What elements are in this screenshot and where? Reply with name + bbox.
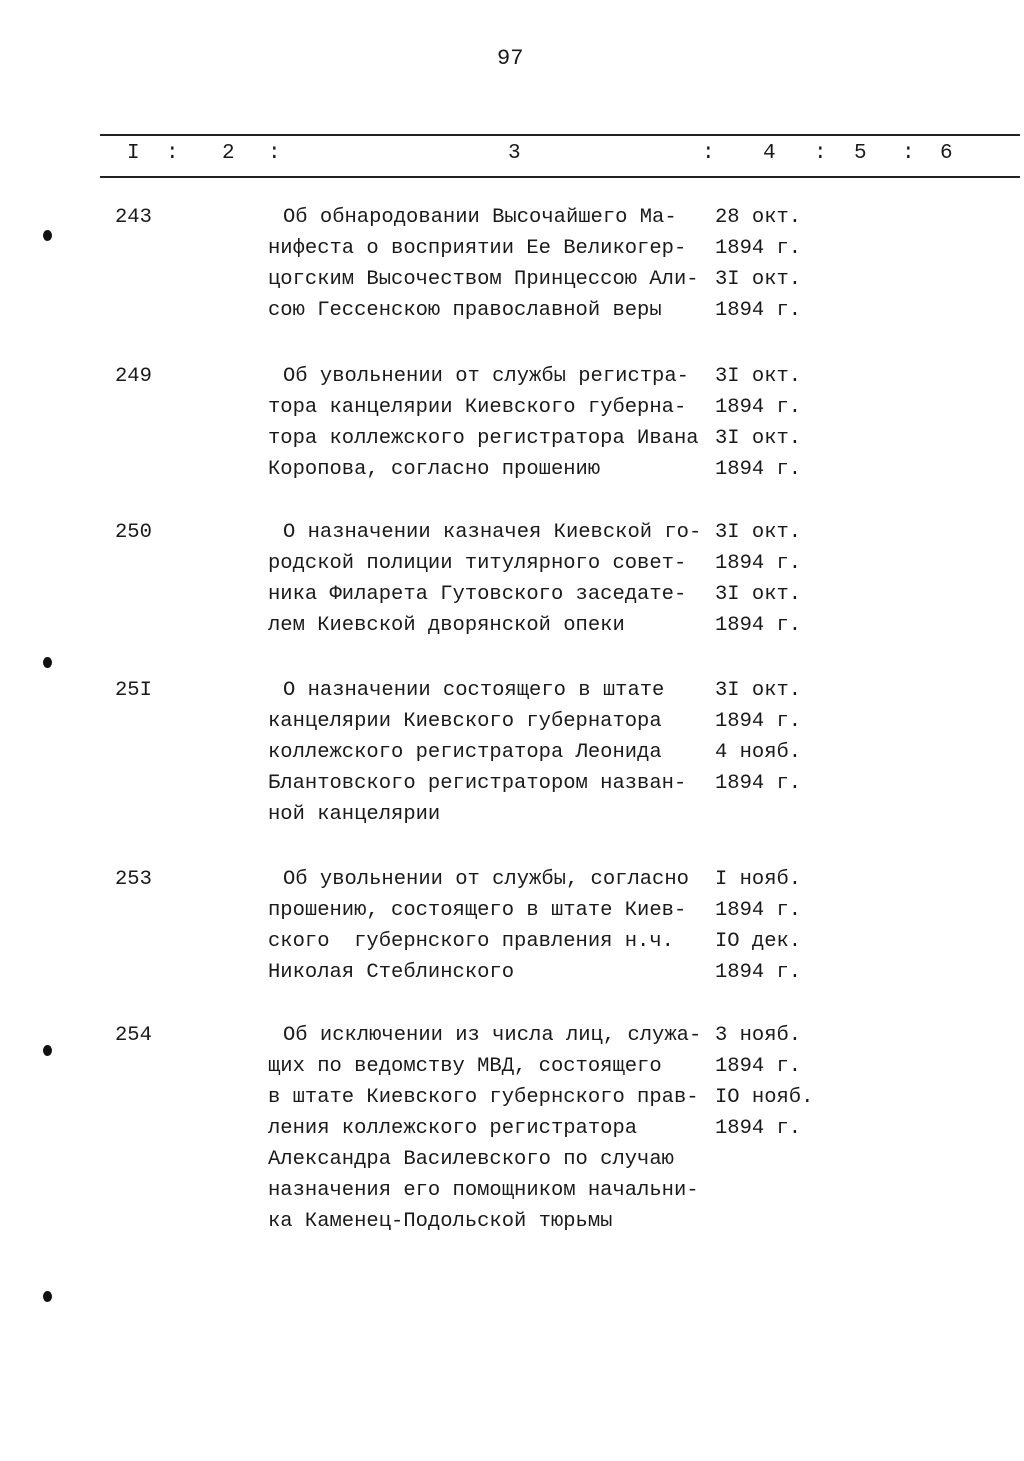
entry-text-line: Александра Василевского по случаю xyxy=(268,1148,674,1171)
entry-text-line: Об обнародовании Высочайшего Ма- xyxy=(283,206,677,229)
entry-date: 3I окт. xyxy=(715,268,802,291)
entry-date: 1894 г. xyxy=(715,552,802,575)
entry-text-line: ной канцелярии xyxy=(268,803,441,826)
entry-number: 249 xyxy=(115,365,152,388)
entry-date: 1894 г. xyxy=(715,1055,802,1078)
header-separator: : xyxy=(268,142,281,165)
entry-date: 3I окт. xyxy=(715,521,802,544)
entry-text-line: Об увольнении от службы, согласно xyxy=(283,868,689,891)
punch-hole-mark xyxy=(43,1291,52,1302)
entry-date: 1894 г. xyxy=(715,899,802,922)
entry-number: 253 xyxy=(115,868,152,891)
punch-hole-mark xyxy=(43,657,52,668)
header-separator: : xyxy=(702,142,715,165)
entry-date: 4 нояб. xyxy=(715,741,802,764)
entry-date: 1894 г. xyxy=(715,237,802,260)
entry-text-line: Николая Стеблинского xyxy=(268,961,515,984)
entry-number: 243 xyxy=(115,206,152,229)
entry-text-line: лем Киевской дворянской опеки xyxy=(268,614,625,637)
entry-text-line: ника Филарета Гутовского заседате- xyxy=(268,583,687,606)
header-col-1: I xyxy=(127,142,140,165)
header-top-rule xyxy=(100,134,1020,136)
entry-date: 1894 г. xyxy=(715,1117,802,1140)
header-col-4: 4 xyxy=(763,142,776,165)
entry-date: 3I окт. xyxy=(715,365,802,388)
entry-text-line: цогским Высочеством Принцессою Али- xyxy=(268,268,699,291)
header-separator: : xyxy=(166,142,179,165)
entry-date: I нояб. xyxy=(715,868,802,891)
entry-date: 3I окт. xyxy=(715,583,802,606)
header-separator: : xyxy=(814,142,827,165)
entry-date: IO нояб. xyxy=(715,1086,814,1109)
entry-text-line: О назначении состоящего в штате xyxy=(283,679,665,702)
entry-number: 250 xyxy=(115,521,152,544)
entry-text-line: Блантовского регистратором назван- xyxy=(268,772,687,795)
header-col-6: 6 xyxy=(940,142,953,165)
entry-text-line: ского губернского правления н.ч. xyxy=(268,930,674,953)
entry-date: 3I окт. xyxy=(715,679,802,702)
entry-text-line: Об исключении из числа лиц, служа- xyxy=(283,1024,702,1047)
header-col-5: 5 xyxy=(854,142,867,165)
punch-hole-mark xyxy=(43,230,52,241)
entry-number: 254 xyxy=(115,1024,152,1047)
entry-date: 1894 г. xyxy=(715,772,802,795)
entry-text-line: прошению, состоящего в штате Киев- xyxy=(268,899,687,922)
page-number: 97 xyxy=(497,46,524,71)
entry-text-line: нифеста о восприятии Ее Великогер- xyxy=(268,237,687,260)
entry-text-line: О назначении казначея Киевской го- xyxy=(283,521,702,544)
entry-date: 1894 г. xyxy=(715,614,802,637)
entry-date: 1894 г. xyxy=(715,458,802,481)
entry-text-line: сою Гессенскою православной веры xyxy=(268,299,662,322)
entry-text-line: ления коллежского регистратора xyxy=(268,1117,638,1140)
header-separator: : xyxy=(902,142,915,165)
entry-date: 1894 г. xyxy=(715,299,802,322)
entry-text-line: назначения его помощником начальни- xyxy=(268,1179,699,1202)
entry-date: 28 окт. xyxy=(715,206,802,229)
punch-hole-mark xyxy=(43,1045,52,1056)
entry-text-line: канцелярии Киевского губернатора xyxy=(268,710,662,733)
header-bottom-rule xyxy=(100,176,1020,178)
entry-text-line: родской полиции титулярного совет- xyxy=(268,552,687,575)
entry-date: 1894 г. xyxy=(715,396,802,419)
entry-date: 1894 г. xyxy=(715,961,802,984)
entry-date: IO дек. xyxy=(715,930,802,953)
entry-number: 25I xyxy=(115,679,152,702)
entry-text-line: Об увольнении от службы регистра- xyxy=(283,365,689,388)
entry-date: 3I окт. xyxy=(715,427,802,450)
entry-date: 3 нояб. xyxy=(715,1024,802,1047)
header-col-3: 3 xyxy=(508,142,521,165)
entry-text-line: тора коллежского регистратора Ивана xyxy=(268,427,699,450)
entry-text-line: тора канцелярии Киевского губерна- xyxy=(268,396,687,419)
entry-text-line: в штате Киевского губернского прав- xyxy=(268,1086,699,1109)
entry-date: 1894 г. xyxy=(715,710,802,733)
entry-text-line: щих по ведомству МВД, состоящего xyxy=(268,1055,662,1078)
entry-text-line: ка Каменец-Подольской тюрьмы xyxy=(268,1210,613,1233)
entry-text-line: коллежского регистратора Леонида xyxy=(268,741,662,764)
header-col-2: 2 xyxy=(222,142,235,165)
entry-text-line: Коропова, согласно прошению xyxy=(268,458,601,481)
